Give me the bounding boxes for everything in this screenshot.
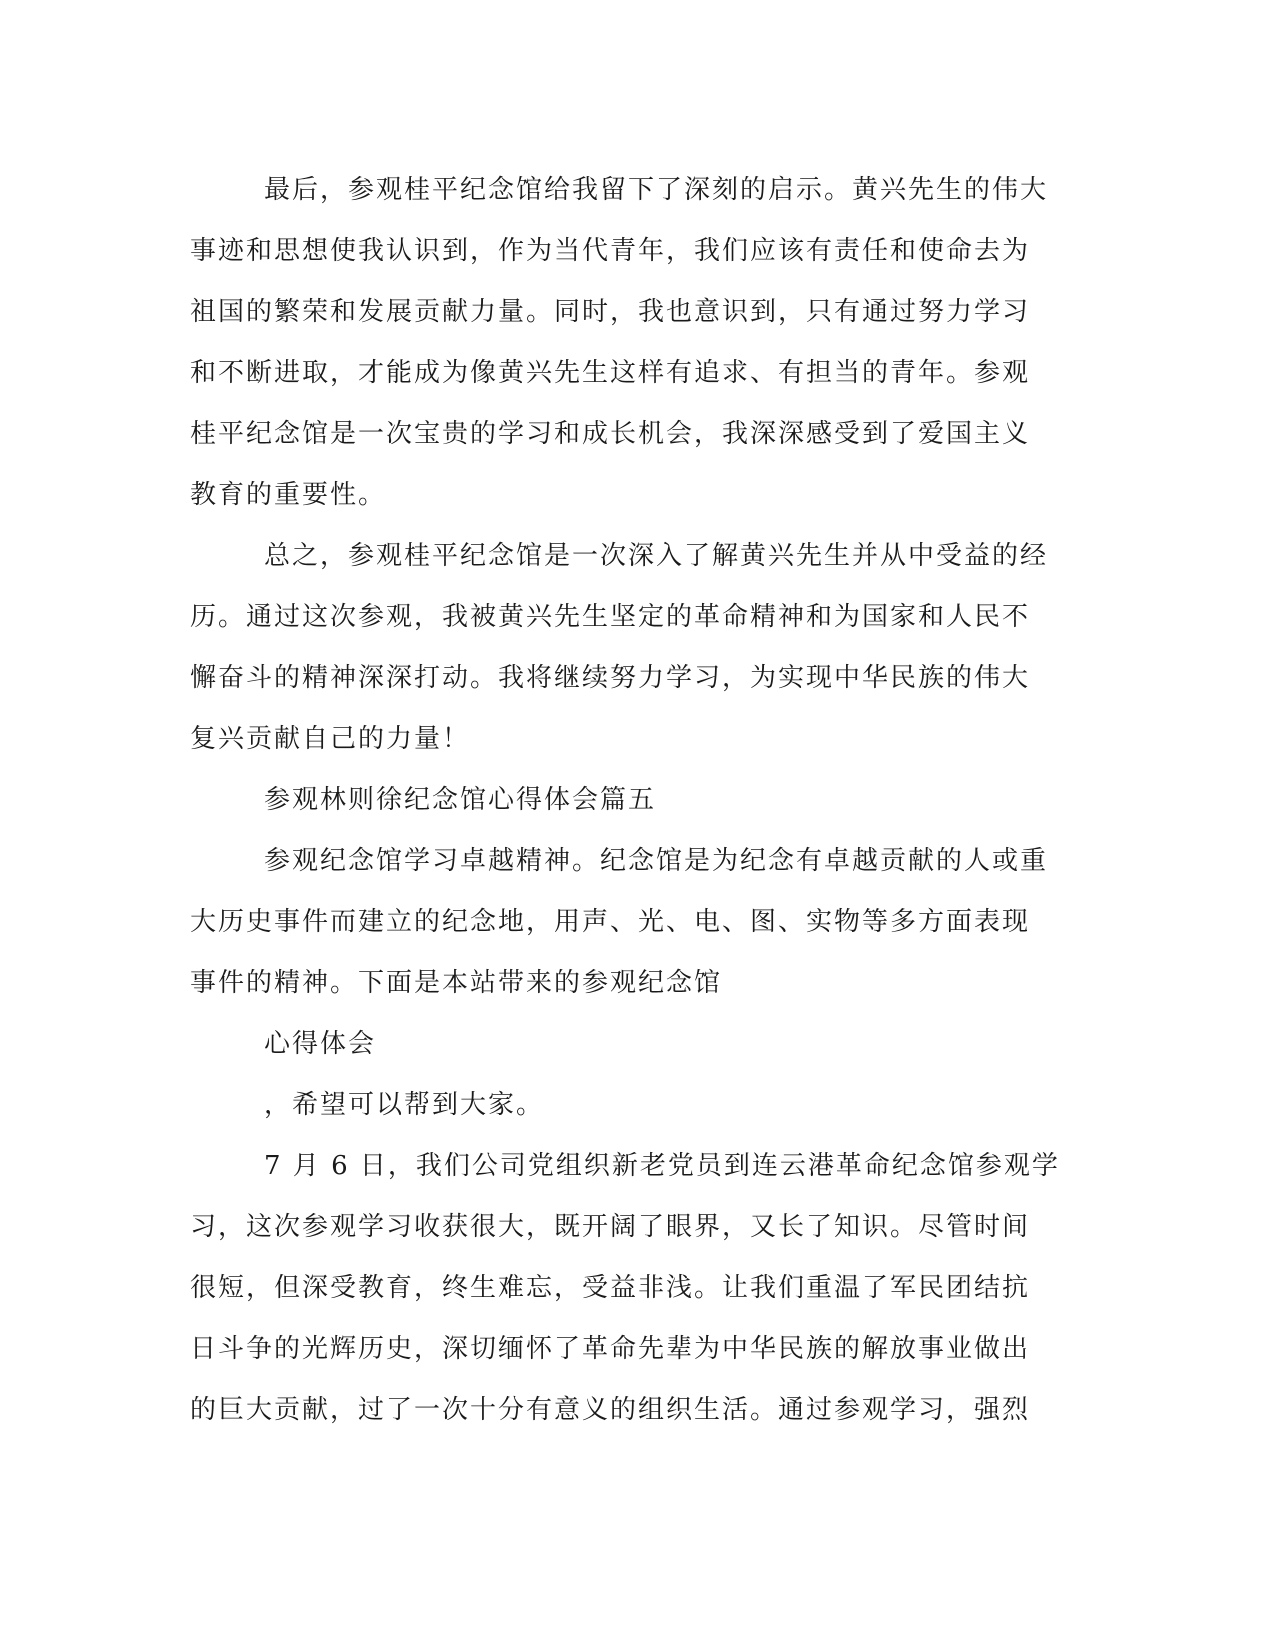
text-line: 的巨大贡献，过了一次十分有意义的组织生活。通过参观学习，强烈 (190, 1395, 1031, 1425)
text-line: 心得体会 (264, 1029, 377, 1059)
text-line: 懈奋斗的精神深深打动。我将继续努力学习，为实现中华民族的伟大 (190, 663, 1031, 693)
text-line: 总之，参观桂平纪念馆是一次深入了解黄兴先生并从中受益的经 (264, 541, 1049, 571)
text-line: 很短，但深受教育，终生难忘，受益非浅。让我们重温了军民团结抗 (190, 1273, 1031, 1303)
text-line: 日斗争的光辉历史，深切缅怀了革命先辈为中华民族的解放事业做出 (190, 1334, 1031, 1364)
document-body (190, 160, 1080, 1441)
text-line: ，希望可以帮到大家。 (264, 1090, 545, 1120)
text-line: 桂平纪念馆是一次宝贵的学习和成长机会，我深深感受到了爱国主义 (190, 419, 1031, 449)
text-line: 7 月 6 日，我们公司党组织新老党员到连云港革命纪念馆参观学 (264, 1151, 1060, 1181)
text-line: 习，这次参观学习收获很大，既开阔了眼界，又长了知识。尽管时间 (190, 1212, 1031, 1242)
text-line: 事迹和思想使我认识到，作为当代青年，我们应该有责任和使命去为 (190, 236, 1031, 266)
text-line: 大历史事件而建立的纪念地，用声、光、电、图、实物等多方面表现 (190, 907, 1031, 937)
text-line: 事件的精神。下面是本站带来的参观纪念馆 (190, 968, 723, 998)
text-line: 祖国的繁荣和发展贡献力量。同时，我也意识到，只有通过努力学习 (190, 297, 1031, 327)
text-line: 复兴贡献自己的力量！ (190, 724, 471, 754)
text-line: 教育的重要性。 (190, 480, 387, 510)
text-line: 最后，参观桂平纪念馆给我留下了深刻的启示。黄兴先生的伟大 (264, 175, 1049, 205)
text-line: 历。通过这次参观，我被黄兴先生坚定的革命精神和为国家和人民不 (190, 602, 1031, 632)
section-heading: 参观林则徐纪念馆心得体会篇五 (264, 785, 657, 815)
text-line: 参观纪念馆学习卓越精神。纪念馆是为纪念有卓越贡献的人或重 (264, 846, 1049, 876)
text-line: 和不断进取，才能成为像黄兴先生这样有追求、有担当的青年。参观 (190, 358, 1031, 388)
